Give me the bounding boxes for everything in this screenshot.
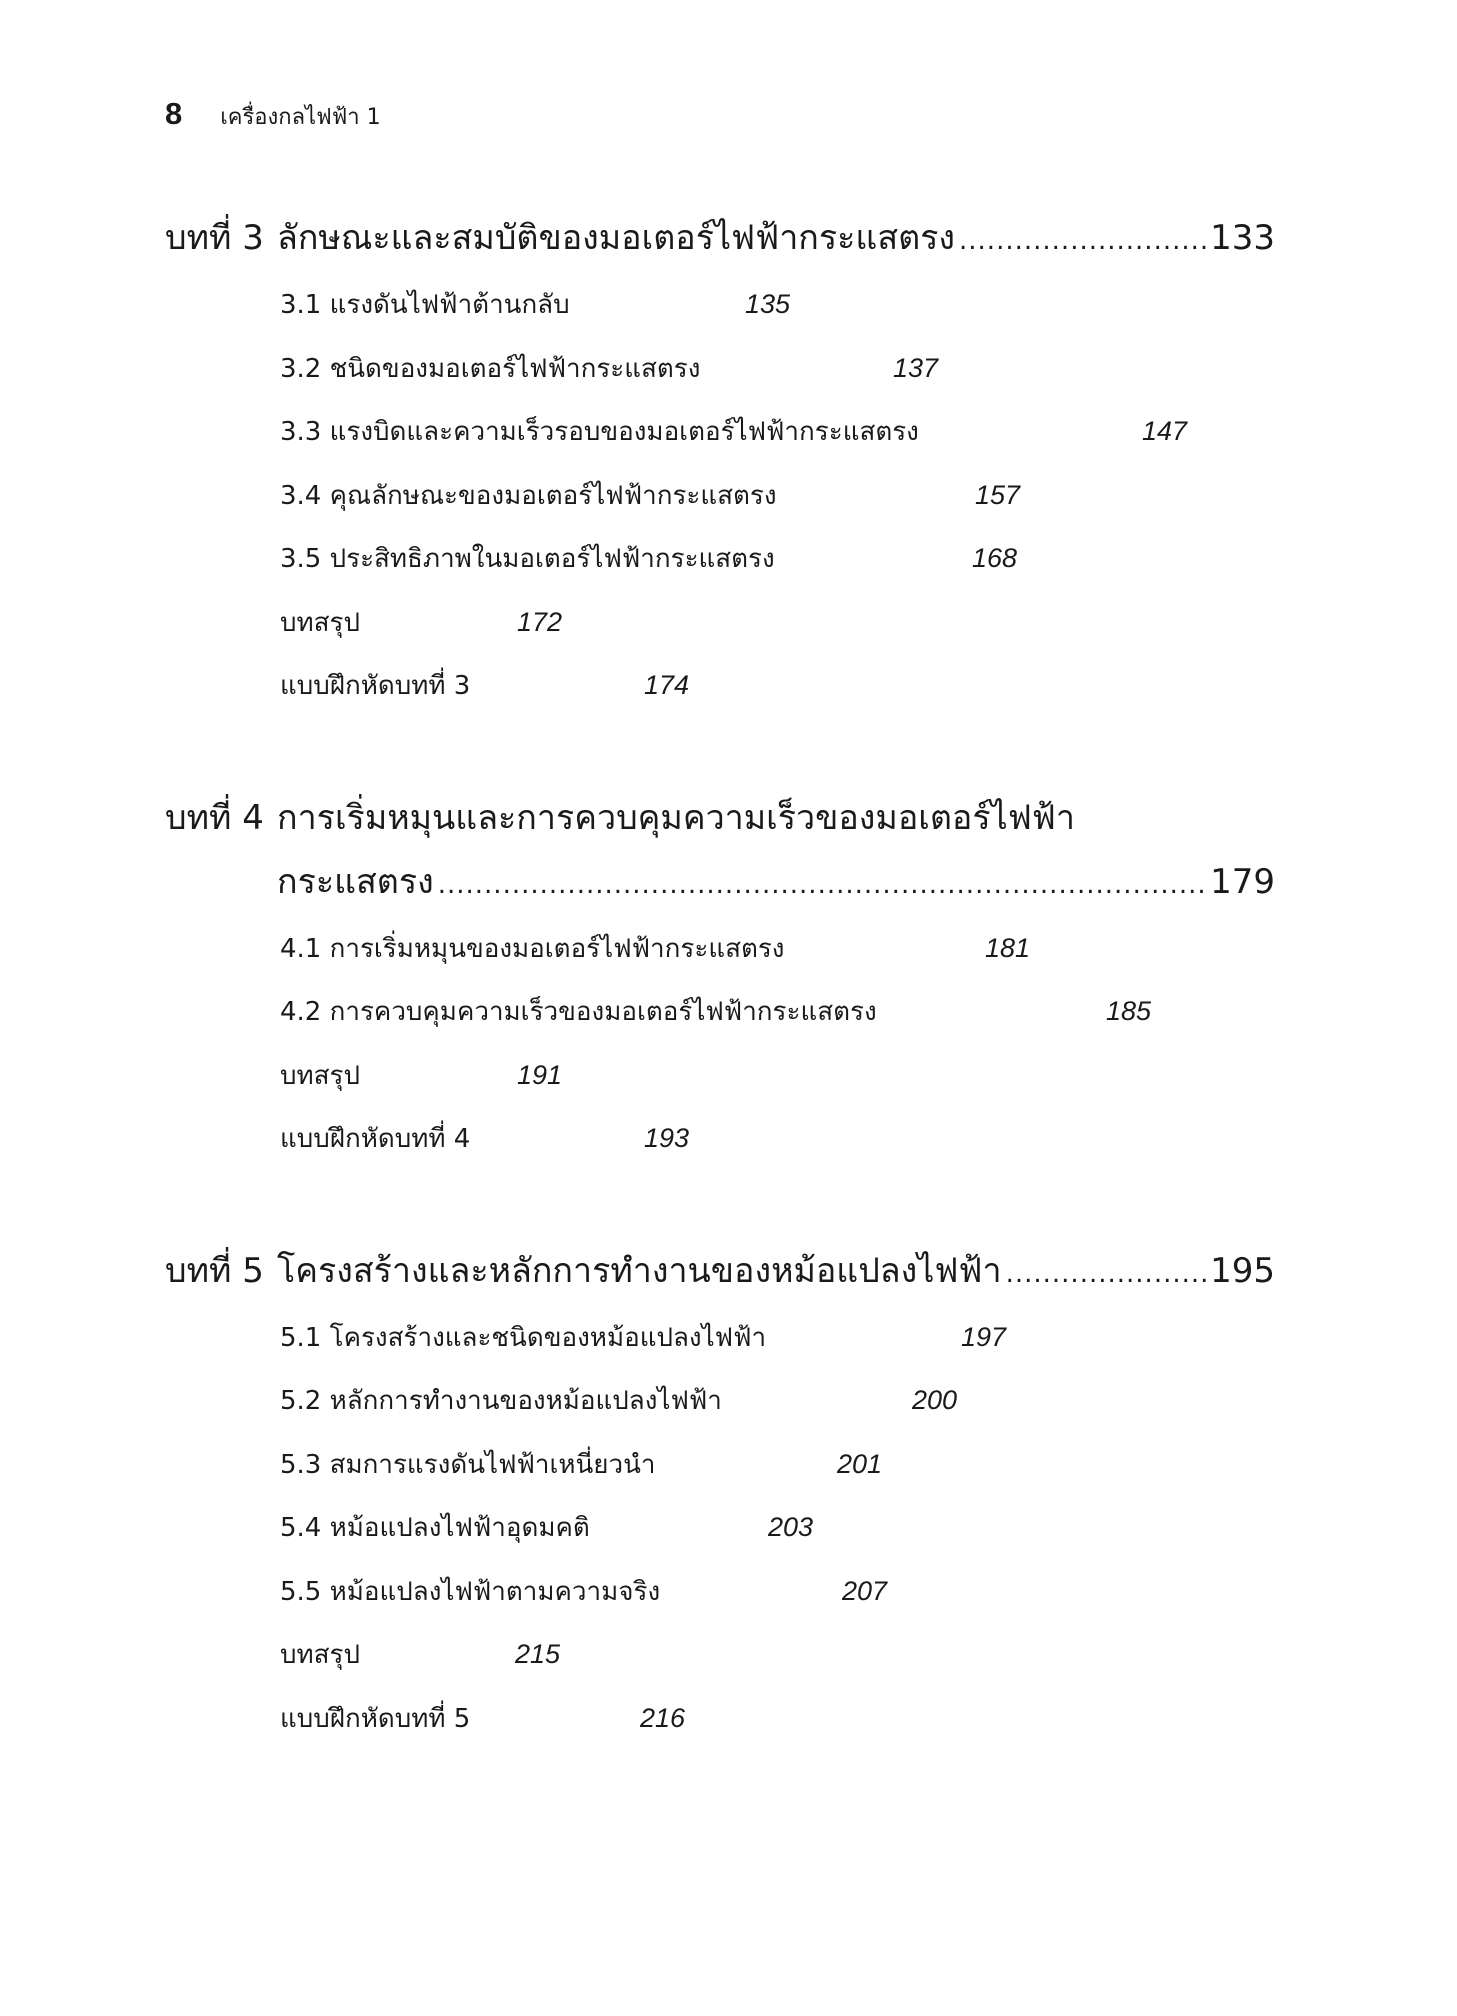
entry-label: 3.5 ประสิทธิภาพในมอเตอร์ไฟฟ้ากระแสตรง — [280, 544, 775, 575]
chapter-heading[interactable] — [165, 786, 1275, 850]
chapter-page-number: 179 — [1210, 861, 1275, 902]
chapter-number: บทที่ 3 — [165, 218, 264, 258]
entry-label: แบบฝึกหัดบทที่ 3 — [280, 671, 471, 702]
entry-label: 3.1 แรงดันไฟฟ้าต้านกลับ — [280, 290, 570, 321]
toc-entry[interactable] — [280, 400, 1275, 464]
toc-entry[interactable] — [280, 917, 1275, 981]
chapter-heading[interactable] — [165, 206, 1275, 273]
dot-leader — [959, 209, 1206, 273]
entry-label: บทสรุป — [280, 1640, 360, 1671]
entry-page-number: 185 — [1106, 996, 1152, 1027]
toc-entry[interactable] — [280, 1433, 1275, 1497]
chapter-title-continued: กระแสตรง — [277, 861, 434, 902]
toc-entry[interactable] — [280, 527, 1275, 591]
entry-label: บทสรุป — [280, 1060, 360, 1091]
section-list — [165, 1306, 1275, 1751]
entry-label: 5.4 หม้อแปลงไฟฟ้าอุดมคติ — [280, 1513, 590, 1544]
entry-page-number: 181 — [985, 932, 1031, 963]
entry-label: 4.1 การเริ่มหมุนของมอเตอร์ไฟฟ้ากระแสตรง — [280, 933, 785, 964]
entry-label: 5.3 สมการแรงดันไฟฟ้าเหนี่ยวนำ — [280, 1449, 656, 1480]
section-list — [165, 917, 1275, 1171]
entry-page-number: 168 — [972, 543, 1018, 574]
chapter-page-number: 133 — [1210, 218, 1275, 258]
entry-page-number: 203 — [768, 1512, 814, 1543]
running-header — [165, 96, 381, 134]
page-number: 8 — [165, 96, 183, 131]
entry-page-number: 147 — [1142, 416, 1188, 447]
entry-label: 5.2 หลักการทำงานของหม้อแปลงไฟฟ้า — [280, 1386, 722, 1417]
entry-label: 5.5 หม้อแปลงไฟฟ้าตามความจริง — [280, 1576, 661, 1607]
entry-page-number: 215 — [515, 1639, 561, 1670]
entry-page-number: 135 — [745, 289, 791, 320]
chapter-5 — [165, 1239, 1275, 1751]
toc-entry[interactable] — [280, 1306, 1275, 1370]
entry-page-number: 216 — [640, 1702, 686, 1733]
chapter-4 — [165, 786, 1275, 1171]
toc-entry[interactable] — [280, 1560, 1275, 1624]
toc-entry[interactable] — [280, 1623, 1275, 1687]
entry-label: แบบฝึกหัดบทที่ 5 — [280, 1703, 471, 1734]
toc-entry[interactable] — [280, 1687, 1275, 1751]
toc-entry[interactable] — [280, 337, 1275, 401]
chapter-title: ลักษณะและสมบัติของมอเตอร์ไฟฟ้ากระแสตรง — [277, 218, 956, 258]
toc-entry[interactable] — [280, 464, 1275, 528]
chapter-title: การเริ่มหมุนและการควบคุมความเร็วของมอเตอร์ไฟฟ้า — [277, 797, 1075, 838]
toc-entry[interactable] — [280, 1107, 1275, 1171]
chapter-title: โครงสร้างและหลักการทำงานของหม้อแปลงไฟฟ้า — [277, 1250, 1002, 1291]
entry-page-number: 201 — [837, 1448, 883, 1479]
chapter-3 — [165, 206, 1275, 718]
entry-page-number: 137 — [893, 352, 939, 383]
entry-page-number: 197 — [961, 1321, 1007, 1352]
entry-page-number: 174 — [644, 670, 690, 701]
dot-leader — [438, 853, 1206, 917]
section-list — [165, 273, 1275, 718]
toc-entry[interactable] — [280, 1044, 1275, 1108]
entry-page-number: 157 — [975, 479, 1021, 510]
chapter-number: บทที่ 5 — [165, 1250, 264, 1291]
chapter-heading-continued[interactable] — [165, 850, 1275, 917]
toc-entry[interactable] — [280, 1496, 1275, 1560]
book-title: เครื่องกลไฟฟ้า 1 — [220, 105, 381, 130]
chapter-number: บทที่ 4 — [165, 797, 264, 838]
entry-label: 3.2 ชนิดของมอเตอร์ไฟฟ้ากระแสตรง — [280, 353, 701, 384]
entry-label: 3.4 คุณลักษณะของมอเตอร์ไฟฟ้ากระแสตรง — [280, 480, 777, 511]
entry-label: บทสรุป — [280, 607, 360, 638]
table-of-contents — [165, 206, 1275, 1818]
entry-page-number: 200 — [912, 1385, 958, 1416]
entry-page-number: 172 — [517, 606, 563, 637]
entry-label: 4.2 การควบคุมความเร็วของมอเตอร์ไฟฟ้ากระแสตรง — [280, 997, 877, 1028]
dot-leader — [1006, 1242, 1207, 1306]
toc-entry[interactable] — [280, 654, 1275, 718]
toc-entry[interactable] — [280, 273, 1275, 337]
toc-entry[interactable] — [280, 1369, 1275, 1433]
entry-page-number: 207 — [842, 1575, 888, 1606]
chapter-heading[interactable] — [165, 1239, 1275, 1306]
entry-label: แบบฝึกหัดบทที่ 4 — [280, 1124, 471, 1155]
entry-label: 5.1 โครงสร้างและชนิดของหม้อแปลงไฟฟ้า — [280, 1322, 767, 1353]
entry-page-number: 191 — [517, 1059, 563, 1090]
entry-label: 3.3 แรงบิดและความเร็วรอบของมอเตอร์ไฟฟ้ากระแสตรง — [280, 417, 919, 448]
toc-entry[interactable] — [280, 980, 1275, 1044]
chapter-page-number: 195 — [1210, 1250, 1275, 1291]
toc-entry[interactable] — [280, 591, 1275, 655]
entry-page-number: 193 — [644, 1123, 690, 1154]
